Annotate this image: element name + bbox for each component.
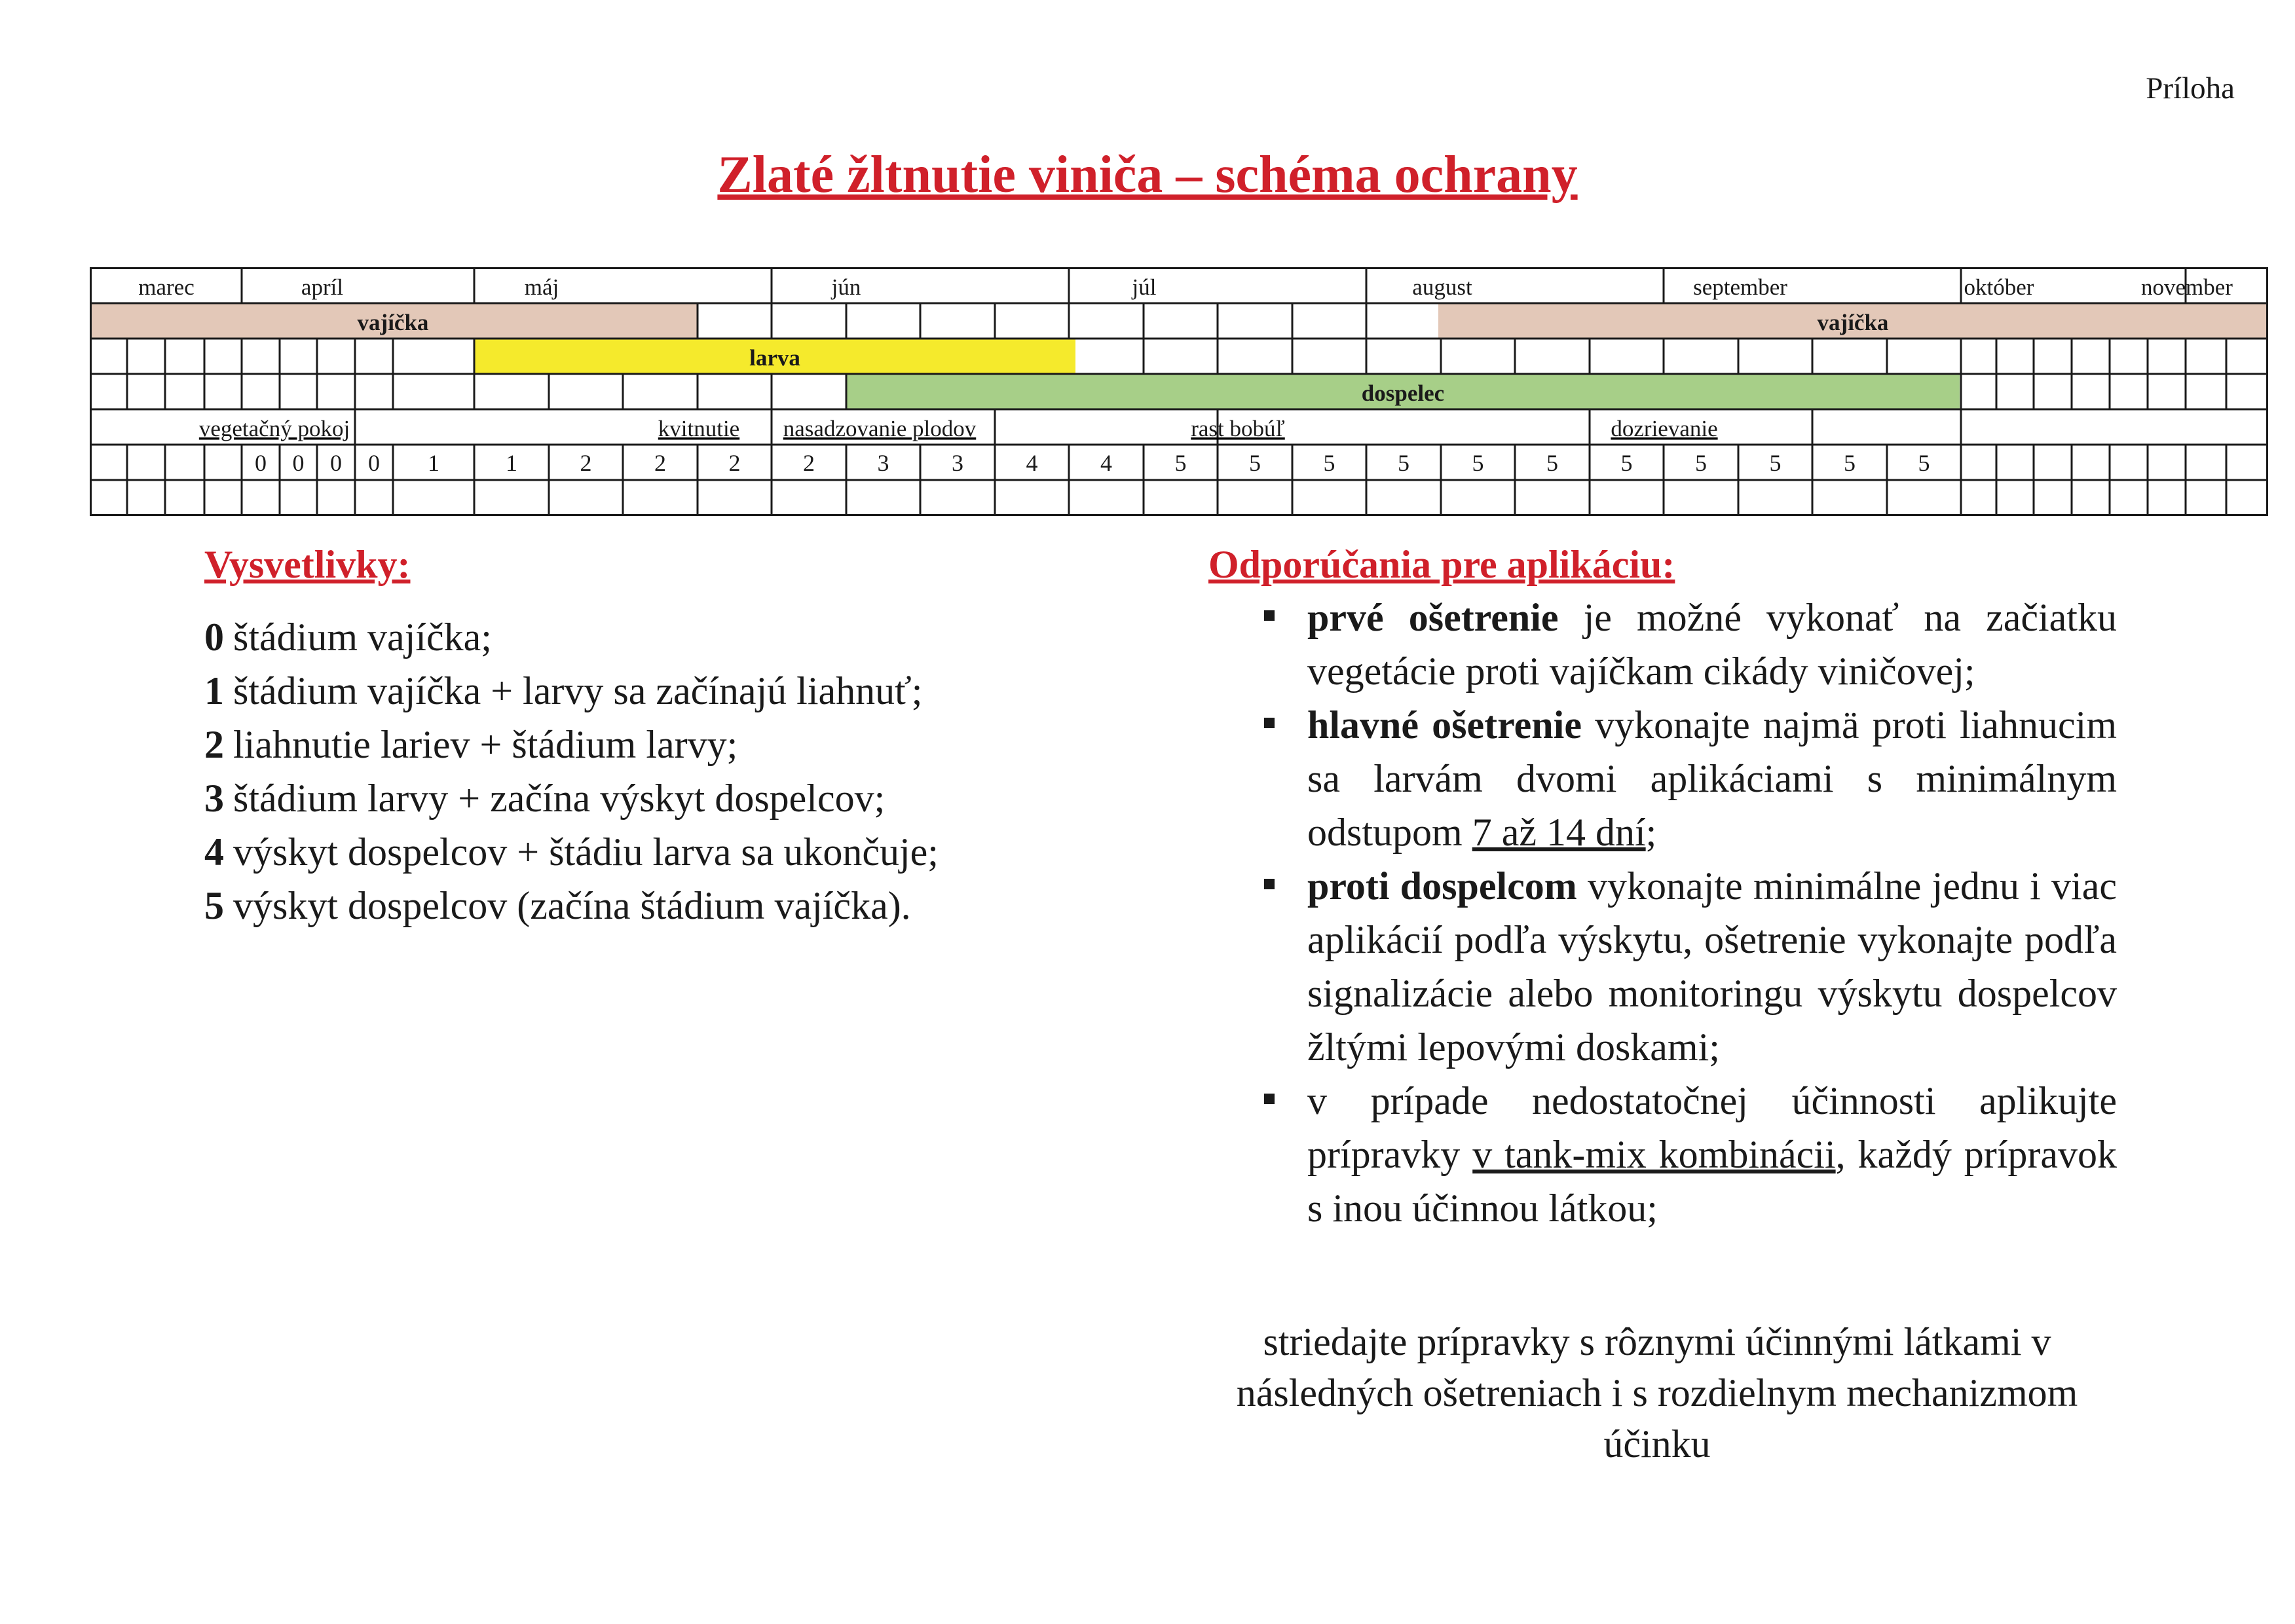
- month-november: november: [2141, 274, 2233, 300]
- month-april: apríl: [301, 274, 344, 300]
- month-september: september: [1693, 274, 1787, 300]
- recommendation-text: vykonajte najmä proti liahnucim sa larvám dvomi aplikáciami s minimálnym odstupom: [1307, 703, 2117, 854]
- recommendation-text-end: ;: [1645, 811, 1657, 854]
- phenology-berry-growth: rast bobúľ: [1191, 416, 1285, 441]
- stage-code: 2: [728, 450, 741, 476]
- legend-text: štádium vajíčka + larvy sa začínajú liahnuť;: [233, 669, 923, 712]
- closing-note: striedajte prípravky s rôznymi účinnými látkami v následných ošetreniach i s rozdielnym mechanizmom účinku: [1236, 1320, 2078, 1466]
- legend-item: [204, 771, 939, 825]
- protection-schedule-table: [90, 267, 2268, 516]
- recommendation-text: vykonajte minimálne jednu i viac aplikácií podľa výskytu, ošetrenie vykonajte podľa signalizácie alebo monitoringu výskytu dospelcov žltými lepovými doskami;: [1307, 864, 2117, 1069]
- recommendation-item: [1258, 698, 2117, 859]
- legend-code: 3: [204, 777, 224, 820]
- month-august: august: [1412, 274, 1472, 300]
- legend-item: [204, 664, 939, 718]
- legend-code: 1: [204, 669, 224, 712]
- legend-item: [204, 879, 939, 932]
- stage-code: 2: [654, 450, 666, 476]
- stage-code: 5: [1323, 450, 1335, 476]
- stage-code: 0: [292, 450, 305, 476]
- stage-code: 5: [1769, 450, 1782, 476]
- recommendations-heading: Odporúčania pre aplikáciu:: [1208, 543, 1675, 586]
- bullet-icon: [1264, 718, 1275, 728]
- legend-text: štádium vajíčka;: [233, 616, 492, 659]
- recommendation-lead: hlavné ošetrenie: [1307, 703, 1582, 747]
- phenology-dormancy: vegetačný pokoj: [198, 416, 350, 441]
- annex-label: Príloha: [2146, 71, 2235, 105]
- month-july: júl: [1132, 274, 1157, 300]
- stage-code: 1: [506, 450, 517, 476]
- recommendation-text: je možné vykonať na začiatku vegetácie proti vajíčkam cikády viničovej;: [1307, 596, 2117, 693]
- stage-code: 2: [580, 450, 592, 476]
- stage-code: 5: [1620, 450, 1633, 476]
- stage-code: 4: [1100, 450, 1112, 476]
- recommendation-tank-mix: v tank-mix kombinácii: [1472, 1133, 1836, 1176]
- stage-codes-row: [255, 450, 1930, 476]
- legend-code: 5: [204, 884, 224, 927]
- stage-code: 1: [428, 450, 439, 476]
- stage-code: 5: [1546, 450, 1558, 476]
- recommendation-item: [1258, 859, 2117, 1074]
- stage-code: 5: [1695, 450, 1707, 476]
- stage-code: 5: [1918, 450, 1930, 476]
- legend-item: [204, 610, 939, 664]
- recommendations-list: [1258, 591, 2117, 1235]
- recommendation-item: [1258, 1074, 2117, 1235]
- stage-code: 0: [368, 450, 380, 476]
- bullet-icon: [1264, 1094, 1275, 1104]
- bullet-icon: [1264, 610, 1275, 621]
- legend-code: 2: [204, 723, 224, 766]
- legend-text: liahnutie lariev + štádium larvy;: [233, 723, 738, 766]
- stage-code: 2: [803, 450, 815, 476]
- month-june: jún: [831, 274, 861, 300]
- month-may: máj: [524, 274, 559, 300]
- stage-code: 0: [330, 450, 342, 476]
- recommendation-text-end: , každý prípravok s inou účinnou látkou;: [1307, 1133, 2118, 1230]
- legend-code: 4: [204, 830, 224, 874]
- recommendation-text: v prípade nedostatočnej účinnosti aplikujte prípravky: [1307, 1079, 2117, 1176]
- legend-text: výskyt dospelcov + štádiu larva sa ukončuje;: [233, 830, 939, 874]
- recommendation-lead: proti dospelcom: [1307, 864, 1577, 908]
- bullet-icon: [1264, 879, 1275, 889]
- page-title: Zlaté žltnutie viniča – schéma ochrany: [717, 146, 1578, 204]
- eggs-band-label-spring: vajíčka: [357, 310, 429, 335]
- stage-code: 5: [1844, 450, 1856, 476]
- recommendation-interval: 7 až 14 dní: [1472, 811, 1646, 854]
- legend-text: štádium larvy + začína výskyt dospelcov;: [233, 777, 886, 820]
- stage-code: 5: [1472, 450, 1484, 476]
- legend-list: [204, 610, 939, 932]
- month-march: marec: [138, 274, 195, 300]
- stage-code: 0: [255, 450, 267, 476]
- month-october: október: [1964, 274, 2034, 300]
- legend-code: 0: [204, 616, 224, 659]
- recommendation-lead: prvé ošetrenie: [1307, 596, 1559, 639]
- phenology-ripening: dozrievanie: [1611, 416, 1718, 441]
- stage-code: 5: [1174, 450, 1187, 476]
- stage-code: 5: [1249, 450, 1261, 476]
- legend-item: [204, 825, 939, 879]
- recommendation-item: [1258, 591, 2117, 698]
- adult-band-label: dospelec: [1361, 380, 1445, 406]
- stage-code: 5: [1398, 450, 1409, 476]
- stage-code: 3: [952, 450, 963, 476]
- legend-heading: Vysvetlivky:: [204, 543, 411, 586]
- legend-item: [204, 718, 939, 771]
- phenology-fruit-set: nasadzovanie plodov: [783, 416, 977, 441]
- larva-band-label: larva: [749, 345, 800, 371]
- stage-code: 4: [1026, 450, 1038, 476]
- phenology-flowering: kvitnutie: [658, 416, 740, 441]
- stage-code: 3: [877, 450, 889, 476]
- eggs-band-label-autumn: vajíčka: [1817, 310, 1889, 335]
- legend-text: výskyt dospelcov (začína štádium vajíčka).: [233, 884, 911, 927]
